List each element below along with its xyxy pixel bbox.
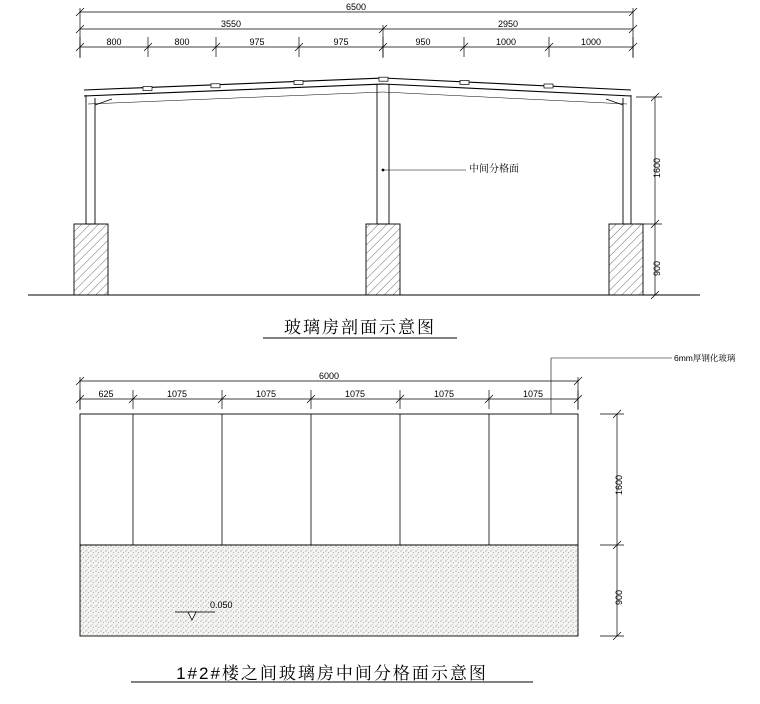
footing-left <box>74 224 108 295</box>
section-overall-dimension-line <box>76 8 637 58</box>
section-title: 玻璃房剖面示意图 <box>284 318 436 337</box>
roof-under-rail <box>88 92 627 104</box>
section-span-dimension-line <box>76 25 637 58</box>
column-right <box>606 95 631 224</box>
elevation-glass-area <box>80 414 578 545</box>
section-bay-dimension-label-3: 975 <box>249 37 265 47</box>
elevation-overall-dimension-label: 6000 <box>318 371 340 381</box>
elevation-title: 1#2#楼之间玻璃房中间分格面示意图 <box>176 664 488 683</box>
section-span-dimension-label-1: 3550 <box>220 19 242 29</box>
section-vertical-dimension-label-1: 1600 <box>652 157 662 178</box>
elevation-leader-note: 6mm厚钢化玻璃 <box>674 353 736 363</box>
footing-right <box>609 224 643 295</box>
elevation-vertical-dimension-label-2: 900 <box>614 589 624 605</box>
elevation-bay-dimension-label-6: 1075 <box>522 389 544 399</box>
column-middle <box>377 84 389 224</box>
section-bay-dimension-label-6: 1000 <box>495 37 517 47</box>
elevation-bay-dimension-label-4: 1075 <box>344 389 366 399</box>
section-bay-dimension-label-5: 950 <box>415 37 431 47</box>
section-vertical-dimension-label-2: 900 <box>652 260 662 276</box>
elevation-vertical-dimension-label-1: 1600 <box>614 474 624 495</box>
section-bay-dimension-label-2: 800 <box>174 37 190 47</box>
section-bay-dimension-label-1: 800 <box>106 37 122 47</box>
elevation-level-mark-label: 0.050 <box>210 600 233 610</box>
footing-middle <box>366 224 400 295</box>
elevation-bay-dimension-label-2: 1075 <box>166 389 188 399</box>
column-left <box>86 95 112 224</box>
section-span-dimension-label-2: 2950 <box>497 19 519 29</box>
section-bay-dimension-label-4: 975 <box>333 37 349 47</box>
elevation-bay-dimension-label-5: 1075 <box>433 389 455 399</box>
elevation-plinth <box>80 545 578 636</box>
section-bay-dimension-line <box>76 37 637 57</box>
elevation-bay-dimension-label-1: 625 <box>98 389 114 399</box>
elevation-bay-dimension-line <box>76 390 582 409</box>
section-overall-dimension-label: 6500 <box>345 2 367 12</box>
section-bay-dimension-label-7: 1000 <box>580 37 602 47</box>
elevation-overall-dimension-line <box>76 377 582 410</box>
elevation-vertical-dimensions <box>600 410 624 640</box>
elevation-bay-dimension-label-3: 1075 <box>255 389 277 399</box>
section-leader-dot <box>382 169 385 172</box>
section-leader-note: 中间分格面 <box>469 164 519 175</box>
